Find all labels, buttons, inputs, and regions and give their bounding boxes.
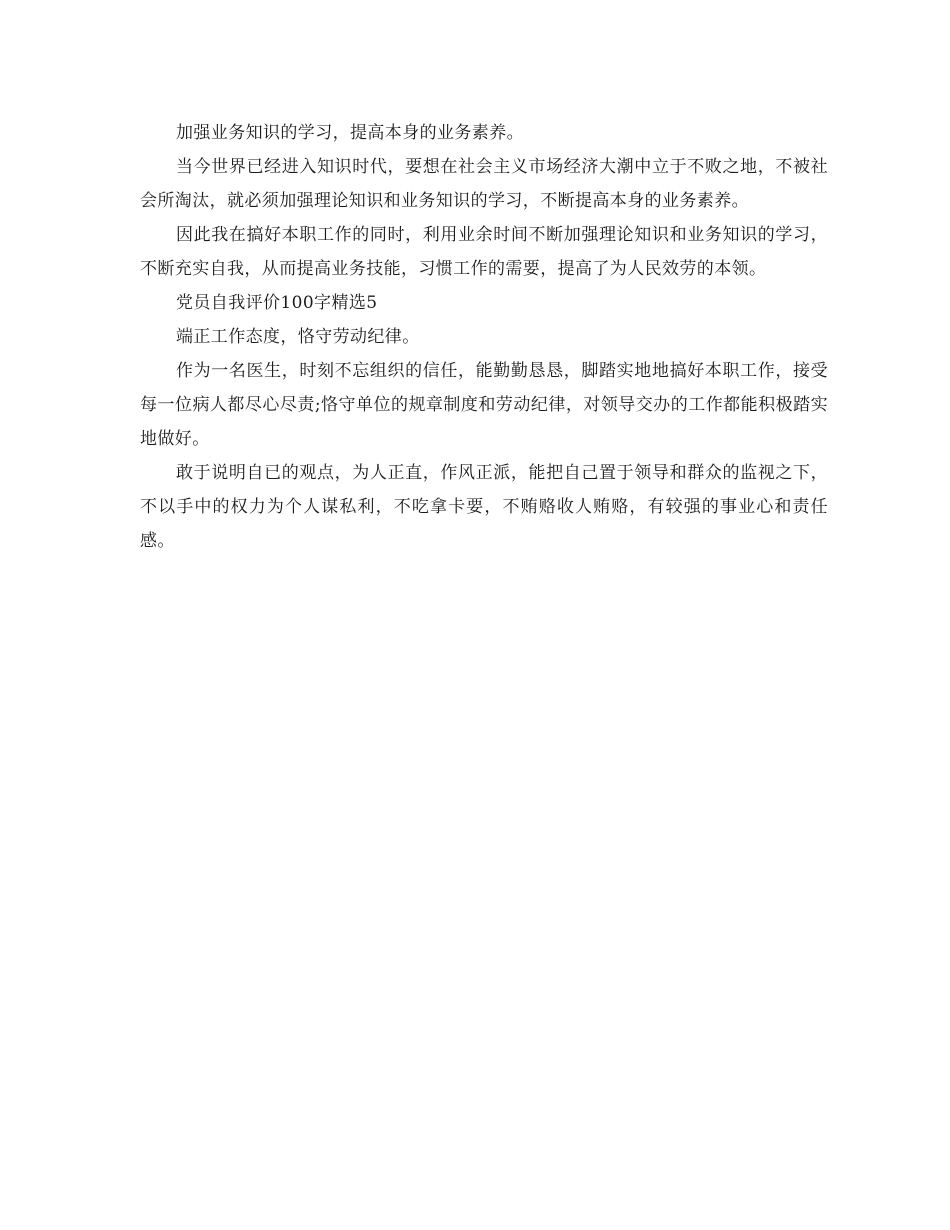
section-heading: 党员自我评价100字精选5 [176, 293, 378, 313]
document-body [140, 116, 828, 558]
paragraph: 敢于说明自已的观点，为人正直，作风正派，能把自己置于领导和群众的监视之下，不以手中的权力为个人谋私利，不吃拿卡要，不贿赂收人贿赂，有较强的事业心和责任感。 [140, 463, 828, 551]
paragraph: 因此我在搞好本职工作的同时，利用业余时间不断加强理论知识和业务知识的学习，不断充实自我，从而提高业务技能，习惯工作的需要，提高了为人民效劳的本领。 [140, 225, 828, 279]
paragraph: 作为一名医生，时刻不忘组织的信任，能勤勤恳恳，脚踏实地地搞好本职工作，接受每一位病人都尽心尽责;恪守单位的规章制度和劳动纪律，对领导交办的工作都能积极踏实地做好。 [140, 361, 828, 449]
paragraph: 当今世界已经进入知识时代，要想在社会主义市场经济大潮中立于不败之地，不被社会所淘汰，就必须加强理论知识和业务知识的学习，不断提高本身的业务素养。 [140, 157, 828, 211]
paragraph: 端正工作态度，恪守劳动纪律。 [176, 327, 420, 347]
paragraph: 加强业务知识的学习，提高本身的业务素养。 [176, 123, 524, 143]
